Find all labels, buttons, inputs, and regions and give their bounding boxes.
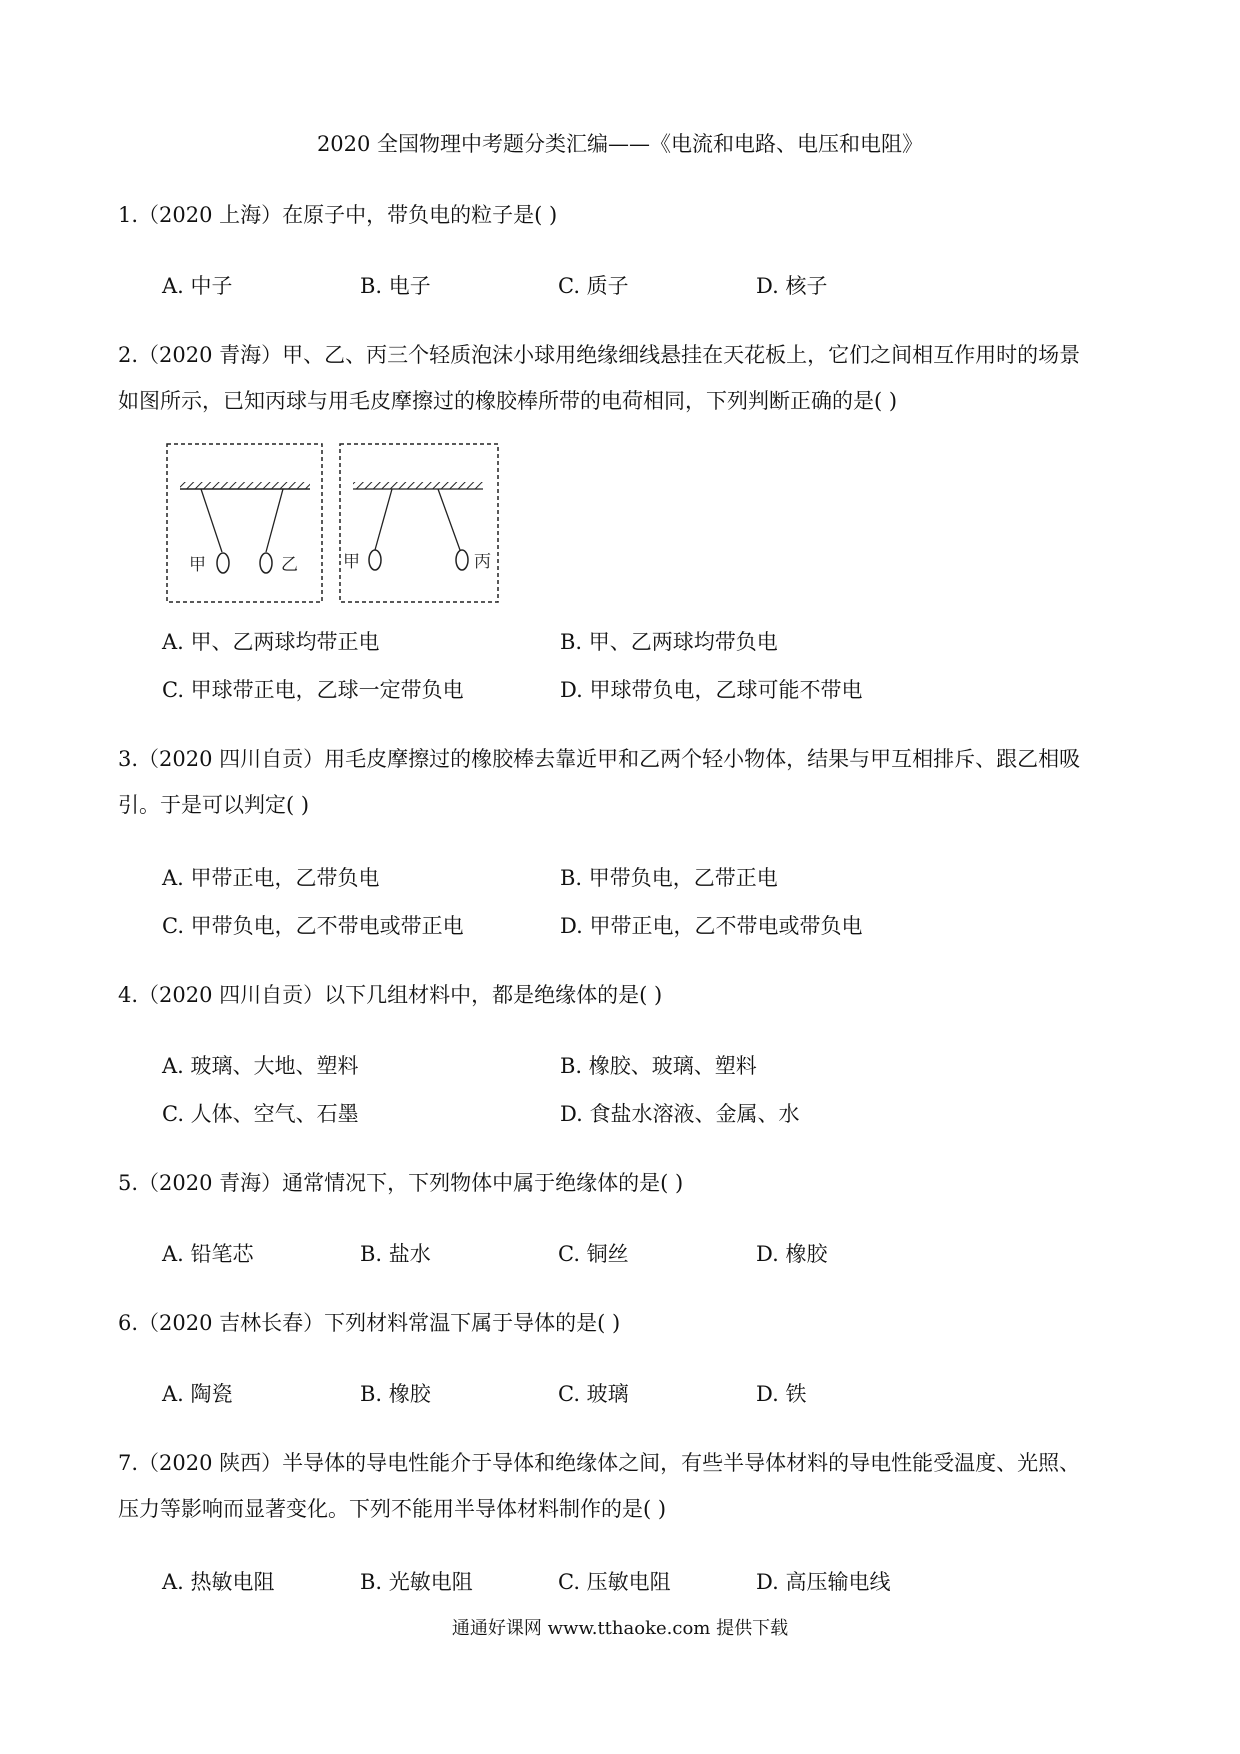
question-number: 1. bbox=[118, 203, 139, 227]
question-2 bbox=[118, 332, 1128, 424]
ball-bing bbox=[456, 550, 468, 570]
option-d[interactable]: D. 铁 bbox=[756, 1382, 807, 1406]
question-text-line1: （2020 陕西）半导体的导电性能介于导体和绝缘体之间，有些半导体材料的导电性能受温度、光照、 bbox=[138, 1451, 1081, 1475]
option-c[interactable]: C. 甲球带正电，乙球一定带负电 bbox=[162, 678, 464, 702]
option-a[interactable]: A. 甲带正电，乙带负电 bbox=[162, 866, 380, 890]
question-number: 6. bbox=[118, 1311, 139, 1335]
thread-right-jia bbox=[375, 489, 392, 550]
option-a[interactable]: A. 玻璃、大地、塑料 bbox=[162, 1054, 359, 1078]
ceiling-right bbox=[353, 482, 483, 489]
question-1 bbox=[118, 192, 1128, 238]
option-c[interactable]: C. 玻璃 bbox=[558, 1382, 629, 1406]
question-number: 4. bbox=[118, 983, 139, 1007]
question-2-options-row2 bbox=[162, 674, 958, 704]
question-1-options bbox=[162, 270, 954, 300]
question-number: 3. bbox=[118, 747, 139, 771]
option-d[interactable]: D. 高压输电线 bbox=[756, 1570, 891, 1594]
option-a[interactable]: A. 陶瓷 bbox=[162, 1382, 233, 1406]
question-7-options bbox=[162, 1566, 954, 1596]
question-6 bbox=[118, 1300, 1128, 1346]
page-footer: 通通好课网 www.tthaoke.com 提供下载 bbox=[451, 1618, 789, 1639]
label-jia-right: 甲 bbox=[343, 552, 360, 572]
question-2-options-row1 bbox=[162, 626, 958, 656]
option-d[interactable]: D. 食盐水溶液、金属、水 bbox=[560, 1102, 800, 1126]
option-b[interactable]: B. 光敏电阻 bbox=[360, 1570, 473, 1594]
option-b[interactable]: B. 橡胶、玻璃、塑料 bbox=[560, 1054, 757, 1078]
question-7 bbox=[118, 1440, 1128, 1532]
question-text-line2: 引。于是可以判定( ) bbox=[118, 793, 310, 817]
ball-yi bbox=[260, 553, 272, 573]
question-text: （2020 上海）在原子中，带负电的粒子是( ) bbox=[138, 203, 558, 227]
thread-left-yi bbox=[266, 489, 283, 552]
question-text: （2020 四川自贡）以下几组材料中，都是绝缘体的是( ) bbox=[138, 983, 663, 1007]
ball-jia-right bbox=[369, 550, 381, 570]
thread-right-bing bbox=[438, 489, 460, 550]
option-d[interactable]: D. 橡胶 bbox=[756, 1242, 828, 1266]
option-c[interactable]: C. 铜丝 bbox=[558, 1242, 629, 1266]
option-a[interactable]: A. 中子 bbox=[162, 274, 233, 298]
question-3-options-row2 bbox=[162, 910, 958, 940]
question-4-options-row2 bbox=[162, 1098, 958, 1128]
option-d[interactable]: D. 甲球带负电，乙球可能不带电 bbox=[560, 678, 863, 702]
question-4-options-row1 bbox=[162, 1050, 958, 1080]
option-d[interactable]: D. 核子 bbox=[756, 274, 828, 298]
question-5-options bbox=[162, 1238, 954, 1268]
question-3-options-row1 bbox=[162, 862, 958, 892]
page-title: 2020 全国物理中考题分类汇编——《电流和电路、电压和电阻》 bbox=[316, 132, 924, 156]
option-b[interactable]: B. 盐水 bbox=[360, 1242, 431, 1266]
question-text-line2: 如图所示，已知丙球与用毛皮摩擦过的橡胶棒所带的电荷相同，下列判断正确的是( ) bbox=[118, 389, 898, 413]
question-text: （2020 青海）通常情况下，下列物体中属于绝缘体的是( ) bbox=[138, 1171, 684, 1195]
question-4 bbox=[118, 972, 1128, 1018]
right-panel-border bbox=[340, 444, 498, 602]
option-d[interactable]: D. 甲带正电，乙不带电或带负电 bbox=[560, 914, 863, 938]
question-text-line1: （2020 四川自贡）用毛皮摩擦过的橡胶棒去靠近甲和乙两个轻小物体，结果与甲互相排斥、跟乙相吸 bbox=[138, 747, 1081, 771]
thread-left-jia bbox=[201, 489, 222, 552]
question-number: 2. bbox=[118, 343, 139, 367]
question-number: 7. bbox=[118, 1451, 139, 1475]
option-b[interactable]: B. 电子 bbox=[360, 274, 431, 298]
left-panel-border bbox=[167, 444, 322, 602]
question-5 bbox=[118, 1160, 1128, 1206]
question-text-line2: 压力等影响而显著变化。下列不能用半导体材料制作的是( ) bbox=[118, 1497, 667, 1521]
option-c[interactable]: C. 压敏电阻 bbox=[558, 1570, 671, 1594]
question-text-line1: （2020 青海）甲、乙、丙三个轻质泡沫小球用绝缘细线悬挂在天花板上，它们之间相互作用时的场景 bbox=[138, 343, 1081, 367]
option-b[interactable]: B. 橡胶 bbox=[360, 1382, 431, 1406]
option-c[interactable]: C. 质子 bbox=[558, 274, 629, 298]
question-3 bbox=[118, 736, 1128, 828]
option-c[interactable]: C. 人体、空气、石墨 bbox=[162, 1102, 359, 1126]
option-c[interactable]: C. 甲带负电，乙不带电或带正电 bbox=[162, 914, 464, 938]
question-2-figure bbox=[165, 442, 505, 617]
label-bing: 丙 bbox=[474, 552, 491, 572]
question-6-options bbox=[162, 1378, 954, 1408]
question-text: （2020 吉林长春）下列材料常温下属于导体的是( ) bbox=[138, 1311, 621, 1335]
ceiling-left bbox=[180, 482, 310, 489]
option-a[interactable]: A. 热敏电阻 bbox=[162, 1570, 275, 1594]
option-a[interactable]: A. 甲、乙两球均带正电 bbox=[162, 630, 380, 654]
ball-jia-left bbox=[217, 553, 229, 573]
option-a[interactable]: A. 铅笔芯 bbox=[162, 1242, 254, 1266]
label-yi: 乙 bbox=[281, 555, 298, 575]
question-number: 5. bbox=[118, 1171, 139, 1195]
option-b[interactable]: B. 甲、乙两球均带负电 bbox=[560, 630, 778, 654]
charged-balls-diagram bbox=[165, 442, 505, 612]
option-b[interactable]: B. 甲带负电，乙带正电 bbox=[560, 866, 778, 890]
label-jia-left: 甲 bbox=[189, 555, 206, 575]
